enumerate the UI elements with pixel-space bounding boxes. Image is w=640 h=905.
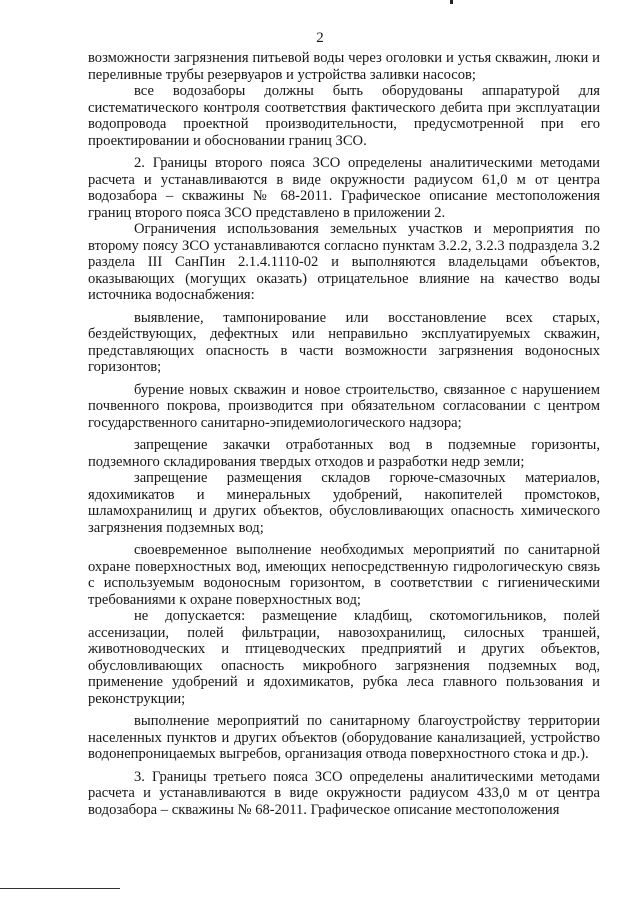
footnote-divider — [0, 888, 120, 889]
list-item-injection-ban: запрещение закачки отработанных вод в подземные горизонты, подземного складирования твердых отходов и разработки недр земли; — [88, 437, 600, 470]
list-item-surface-water: своевременное выполнение необходимых мероприятий по санитарной охране поверхностных вод, имеющих непосредственную гидрологическую связь с используемым водоносным горизонтом, в соответствии с гигиеническими требованиями к охране поверхностных вод; — [88, 542, 600, 608]
list-item-identification: выявление, тампонирование или восстановление всех старых, бездействующих, дефектных или неправильно эксплуатируемых скважин, представляющих опасность в части возможности загрязнения водоносных горизонтов; — [88, 309, 600, 375]
paragraph-equipment: все водозаборы должны быть оборудованы аппаратурой для систематического контроля соответствия фактического дебита при эксплуатации водопровода проектной производительности, предусмотренной при его проектировании и обосновании границ ЗСО. — [88, 83, 600, 149]
paragraph-zone-2-restrictions: Ограничения использования земельных участков и мероприятия по второму поясу ЗСО устанавливаются согласно пунктам 3.2.2, 3.2.3 подраздела 3.2 раздела III СанПин 2.1.4.1110-02 и выполняются владельцами объектов, оказывающих (могущих оказать) отрицательное влияние на качество воды источника водоснабжения: — [88, 221, 600, 303]
paragraph-zone-2-boundary: 2. Границы второго пояса ЗСО определены аналитическими методами расчета и устанавливаются в виде окружности радиусом 61,0 м от центра водозабора – скважины № 68-2011. Графическое описание местоположения границ второго пояса ЗСО представлено в приложении 2. — [88, 155, 600, 221]
list-item-sanitation: выполнение мероприятий по санитарному благоустройству территории населенных пунктов и других объектов (оборудование канализацией, устройство водонепроницаемых выгребов, организация отвода поверхностного стока и др.). — [88, 713, 600, 762]
list-item-storage-ban: запрещение размещения складов горюче-смазочных материалов, ядохимикатов и минеральных удобрений, накопителей промстоков, шламохранилищ и других объектов, обусловливающих опасность химического загрязнения подземных вод; — [88, 470, 600, 536]
paragraph-zone-3-boundary: 3. Границы третьего пояса ЗСО определены аналитическими методами расчета и устанавливаются в виде окружности радиусом 433,0 м от центра водозабора – скважины № 68-2011. Графическое описание местоположения — [88, 768, 600, 818]
list-item-drilling: бурение новых скважин и новое строительство, связанное с нарушением почвенного покрова, производится при обязательном согласовании с центром государственного санитарно-эпидемиологического надзора; — [88, 381, 600, 431]
document-body — [88, 50, 600, 818]
page-number: 2 — [316, 30, 324, 46]
list-item-not-allowed: не допускается: размещение кладбищ, скотомогильников, полей ассенизации, полей фильтрации, навозохранилищ, силосных траншей, животноводческих и птицеводческих предприятий и других объектов, обусловливающих опасность микробного загрязнения подземных вод, применение удобрений и ядохимикатов, рубка леса главного пользования и реконструкции; — [88, 608, 600, 707]
scan-mark — [450, 0, 453, 4]
paragraph-continuation: возможности загрязнения питьевой воды через оголовки и устья скважин, люки и переливные трубы резервуаров и устройства заливки насосов; — [88, 50, 600, 83]
